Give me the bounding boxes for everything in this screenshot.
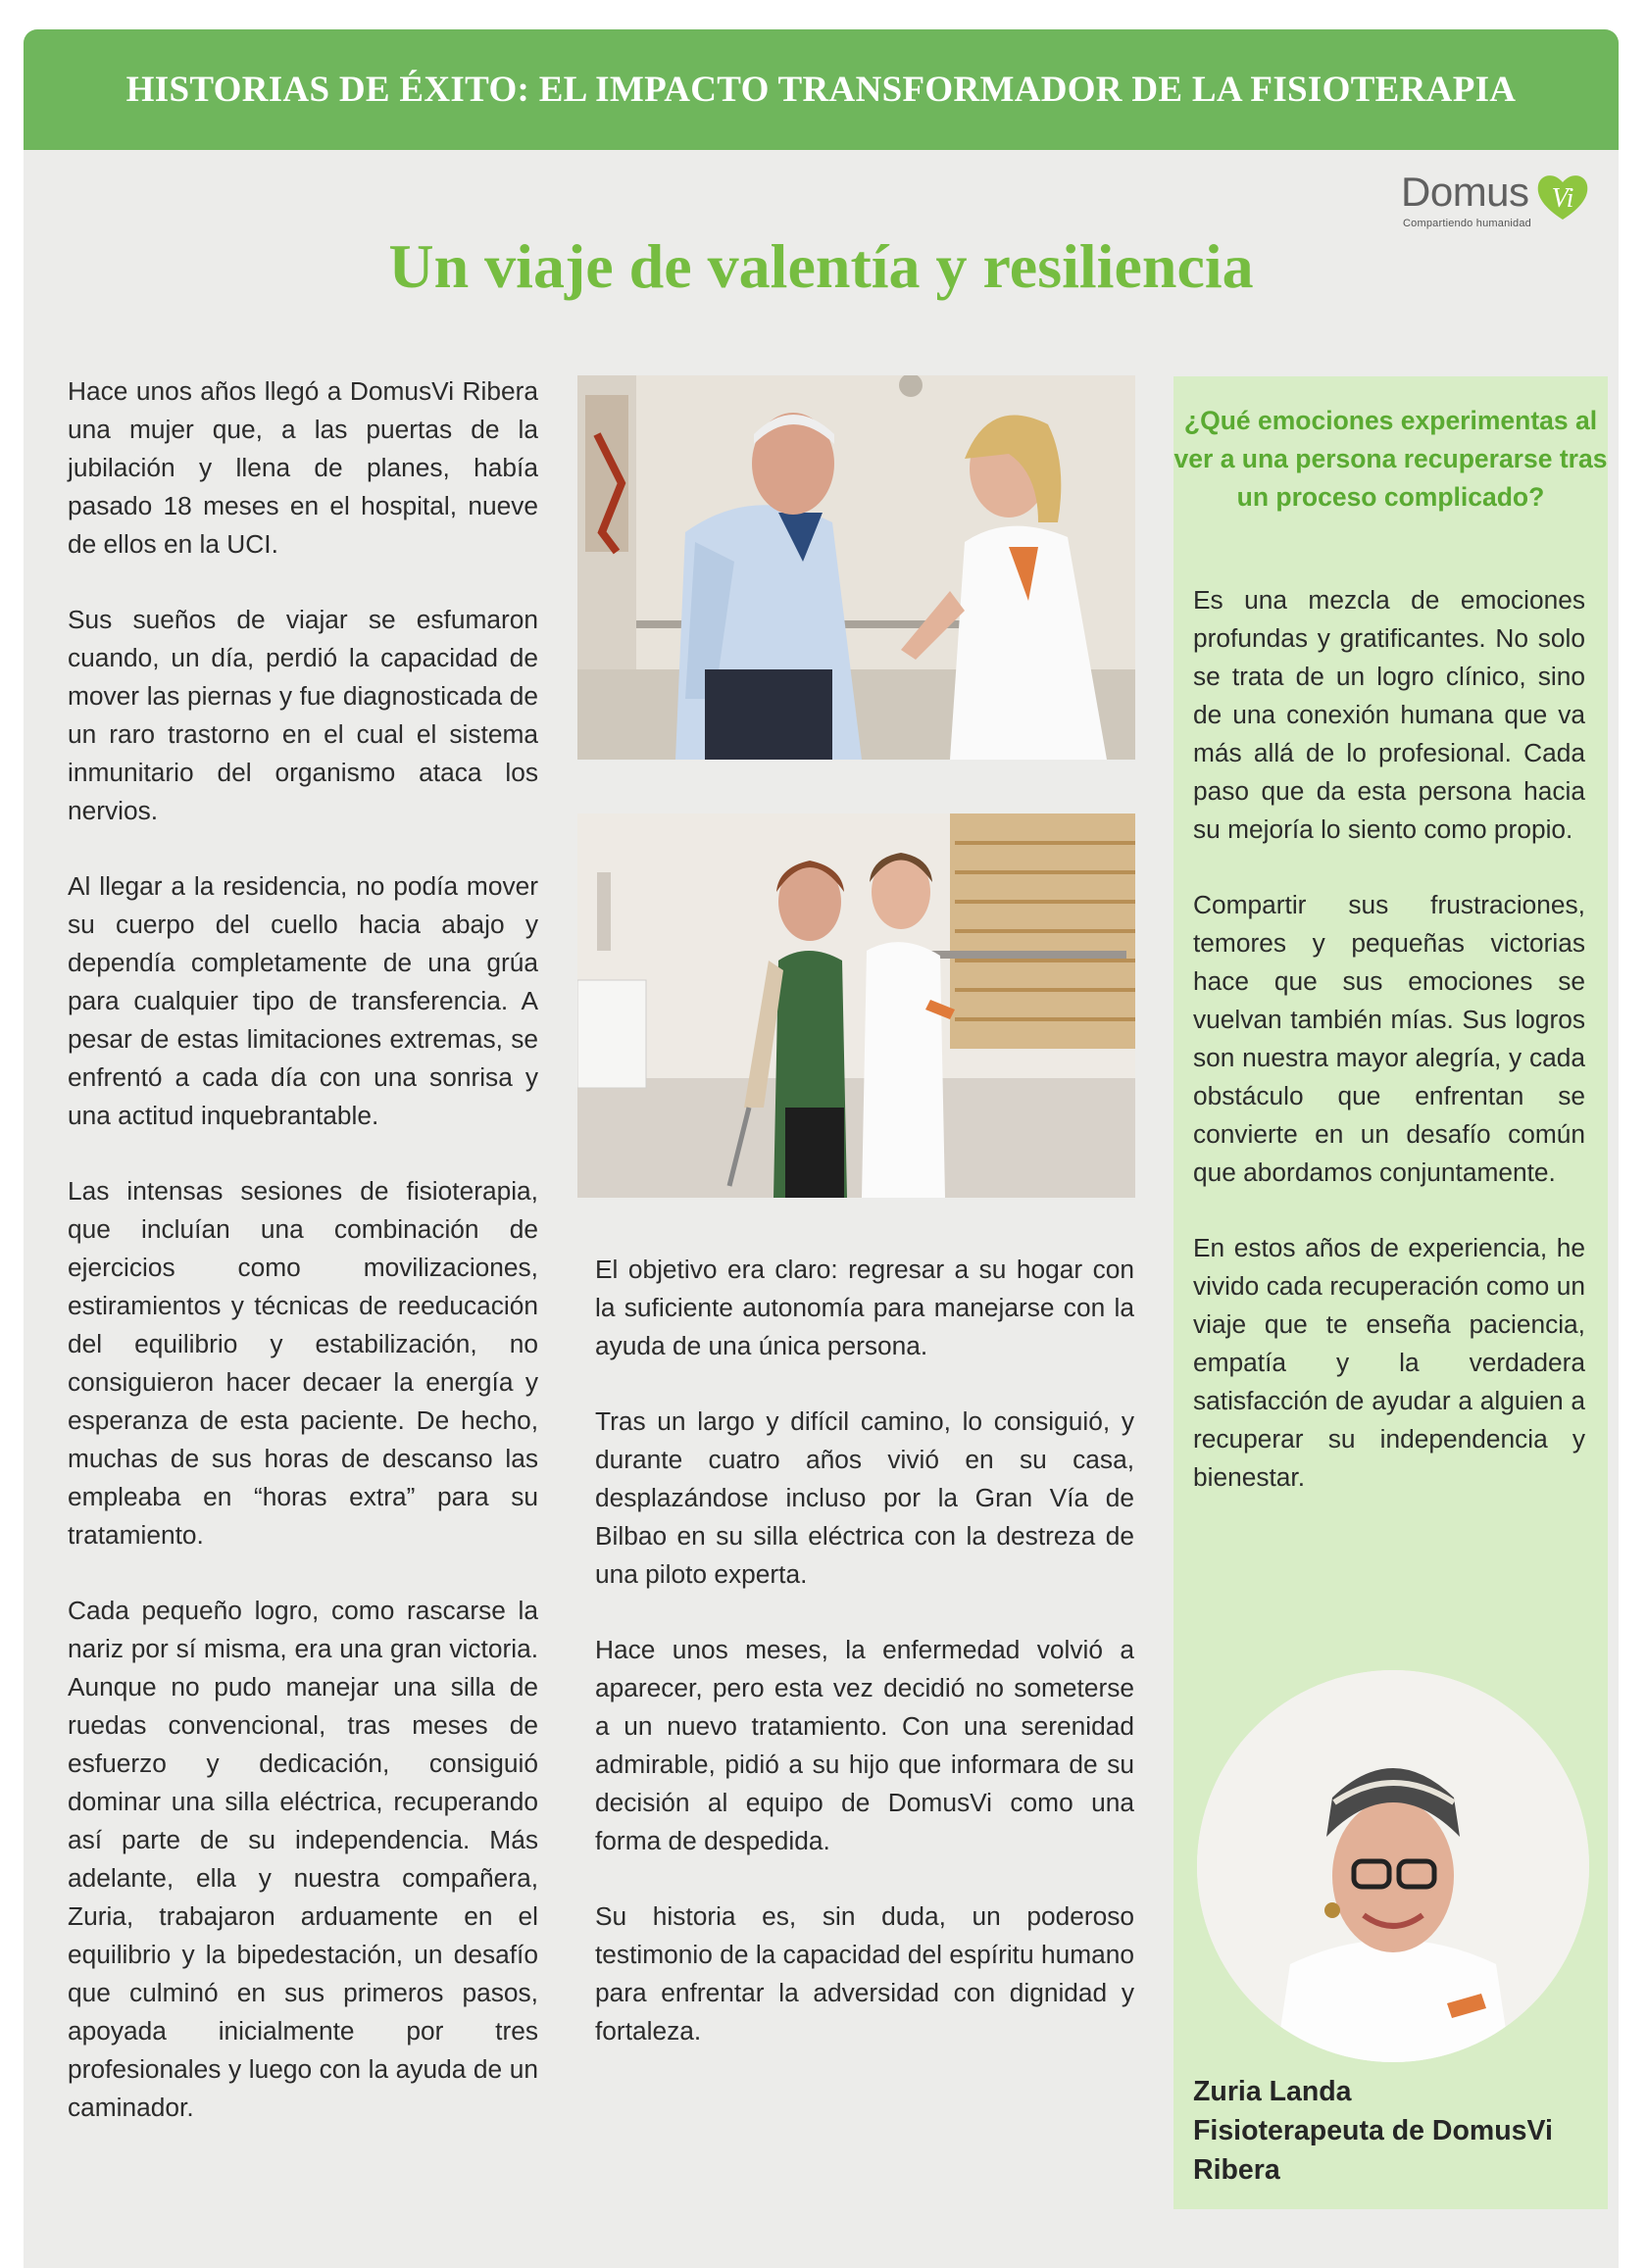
- signature-name: Zuria Landa: [1193, 2076, 1352, 2107]
- page-title: Un viaje de valentía y resiliencia: [388, 231, 1254, 301]
- portrait-photo: [1197, 1670, 1589, 2062]
- photo-woman-with-physiotherapist: [577, 814, 1135, 1198]
- logo-tagline: Compartiendo humanidad: [1403, 218, 1531, 229]
- banner: [24, 29, 1619, 150]
- photo-man-with-physiotherapist: [577, 375, 1135, 760]
- interview-sidebar: [1173, 376, 1608, 2209]
- paragraph: Al llegar a la residencia, no podía mover su cuerpo del cuello hacia abajo y dependía completamente de una grúa para cualquier tipo de transferencia. A pesar de estas limitaciones extremas, se enfrentó a cada día con una sonrisa y una actitud inquebrantable.: [68, 871, 538, 1130]
- column-2: [595, 1251, 1134, 2050]
- paragraph: Las intensas sesiones de fisioterapia, que incluían una combinación de ejercicios como movilizaciones, estiramientos y técnicas de reeducación del equilibrio y estabilización, no consiguieron hacer decaer la energía y esperanza de esta paciente. De hecho, muchas de sus horas de descanso las empleaba en “horas extra” para su tratamiento.: [68, 1176, 538, 1550]
- signature-role: Fisioterapeuta de DomusVi: [1193, 2115, 1553, 2146]
- banner-title: HISTORIAS DE ÉXITO: EL IMPACTO TRANSFORMADOR DE LA FISIOTERAPIA: [125, 70, 1517, 110]
- sidebar-question: ¿Qué emociones experimentas al ver a una persona recuperarse tras un proceso complicado?: [1173, 406, 1608, 512]
- paragraph: El objetivo era claro: regresar a su hogar con la suficiente autonomía para manejarse con la ayuda de una única persona.: [595, 1255, 1134, 1360]
- paragraph: Hace unos años llegó a DomusVi Ribera una mujer que, a las puertas de la jubilación y llena de planes, había pasado 18 meses en el hospital, nueve de ellos en la UCI.: [68, 376, 538, 559]
- logo-word: Domus: [1401, 169, 1529, 215]
- signature: [1193, 2072, 1605, 2190]
- paragraph: Su historia es, sin duda, un poderoso testimonio de la capacidad del espíritu humano para enfrentar la adversidad con dignidad y fortaleza.: [595, 1901, 1134, 2046]
- paragraph: Tras un largo y difícil camino, lo consiguió, y durante cuatro años vivió en su casa, desplazándose incluso por la Gran Vía de Bilbao en su silla eléctrica con la destreza de una piloto experta.: [595, 1406, 1134, 1589]
- paragraph: Es una mezcla de emociones profundas y gratificantes. No solo se trata de un logro clínico, sino de una conexión humana que va más allá de lo profesional. Cada paso que da esta persona hacia su mejoría lo siento como propio.: [1193, 585, 1585, 844]
- paragraph: Cada pequeño logro, como rascarse la nariz por sí misma, era una gran victoria. Aunque no pudo manejar una silla de ruedas convencional, tras meses de esfuerzo y dedicación, consiguió dominar una silla eléctrica, recuperando así parte de su independencia. Más adelante, ella y nuestra compañera, Zuria, trabajaron arduamente en el equilibrio y la bipedestación, un desafío que culminó en sus primeros pasos, apoyada inicialmente por tres profesionales y luego con la ayuda de un caminador.: [68, 1596, 538, 2122]
- domusvi-logo: [1401, 169, 1597, 229]
- column-1: [68, 372, 538, 2127]
- signature-role-line2: Ribera: [1193, 2154, 1280, 2186]
- logo-mark-text: Vi: [1551, 183, 1574, 214]
- newsletter-page: [24, 29, 1619, 2268]
- sidebar-answer: [1193, 581, 1585, 1534]
- heart-leaf-icon: [1534, 169, 1591, 225]
- paragraph: Hace unos meses, la enfermedad volvió a aparecer, pero esta vez decidió no someterse a un nuevo tratamiento. Con una serenidad admirable, pidió a su hijo que informara de su decisión al equipo de DomusVi como una forma de despedida.: [595, 1635, 1134, 1855]
- paragraph: Compartir sus frustraciones, temores y pequeñas victorias hace que sus emociones se vuelvan también mías. Sus logros son nuestra mayor alegría, y cada obstáculo que enfrentan se convierte en un desafío común que abordamos conjuntamente.: [1193, 890, 1585, 1187]
- paragraph: Sus sueños de viajar se esfumaron cuando, un día, perdió la capacidad de mover las piernas y fue diagnosticada de un raro trastorno en el cual el sistema inmunitario del organismo ataca los nervios.: [68, 605, 538, 825]
- paragraph: En estos años de experiencia, he vivido cada recuperación como un viaje que te enseña paciencia, empatía y la verdadera satisfacción de ayudar a alguien a recuperar su independencia y bienestar.: [1193, 1233, 1585, 1492]
